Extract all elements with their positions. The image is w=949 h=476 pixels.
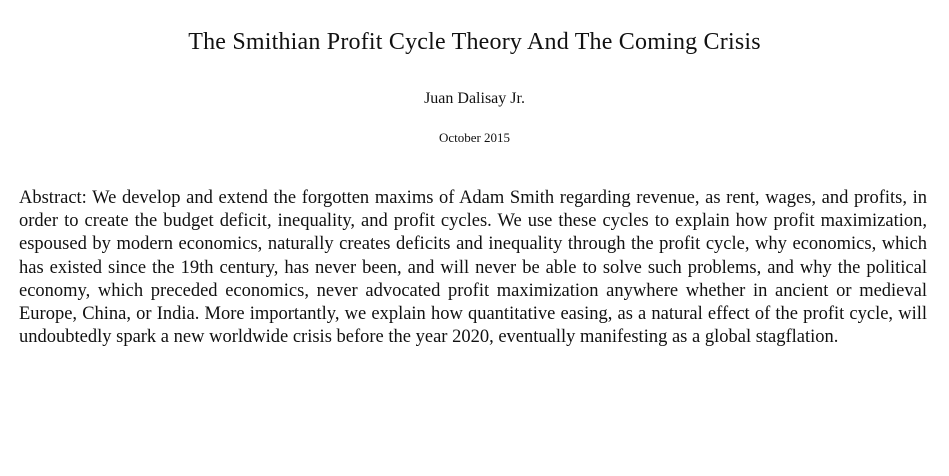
paper-date: October 2015 [438, 130, 511, 145]
paper-author: Juan Dalisay Jr. [424, 90, 525, 107]
abstract-text: We develop and extend the forgotten maxims of Adam Smith regarding revenue, as rent, wages, and profits, in order to create the budget deficit, inequality, and profit cycles. We use these cycles to explain how profit maximization, espoused by modern economics, naturally creates deficits and inequality through the profit cycle, why economics, which has existed since the 19th century, has never been, and will never be able to solve such problems, and why the political economy, which preceded economics, never advocated profit maximization anywhere whether in ancient or medieval Europe, China, or India. More importantly, we explain how quantitative easing, as a natural effect of the profit cycle, will undoubtedly spark a new worldwide crisis before the year 2020, eventually manifesting as a global stagflation. [19, 188, 927, 348]
abstract-label: Abstract: [19, 188, 87, 208]
paper-title: The Smithian Profit Cycle Theory And The Coming Crisis [188, 29, 761, 55]
abstract-paragraph [19, 187, 927, 349]
